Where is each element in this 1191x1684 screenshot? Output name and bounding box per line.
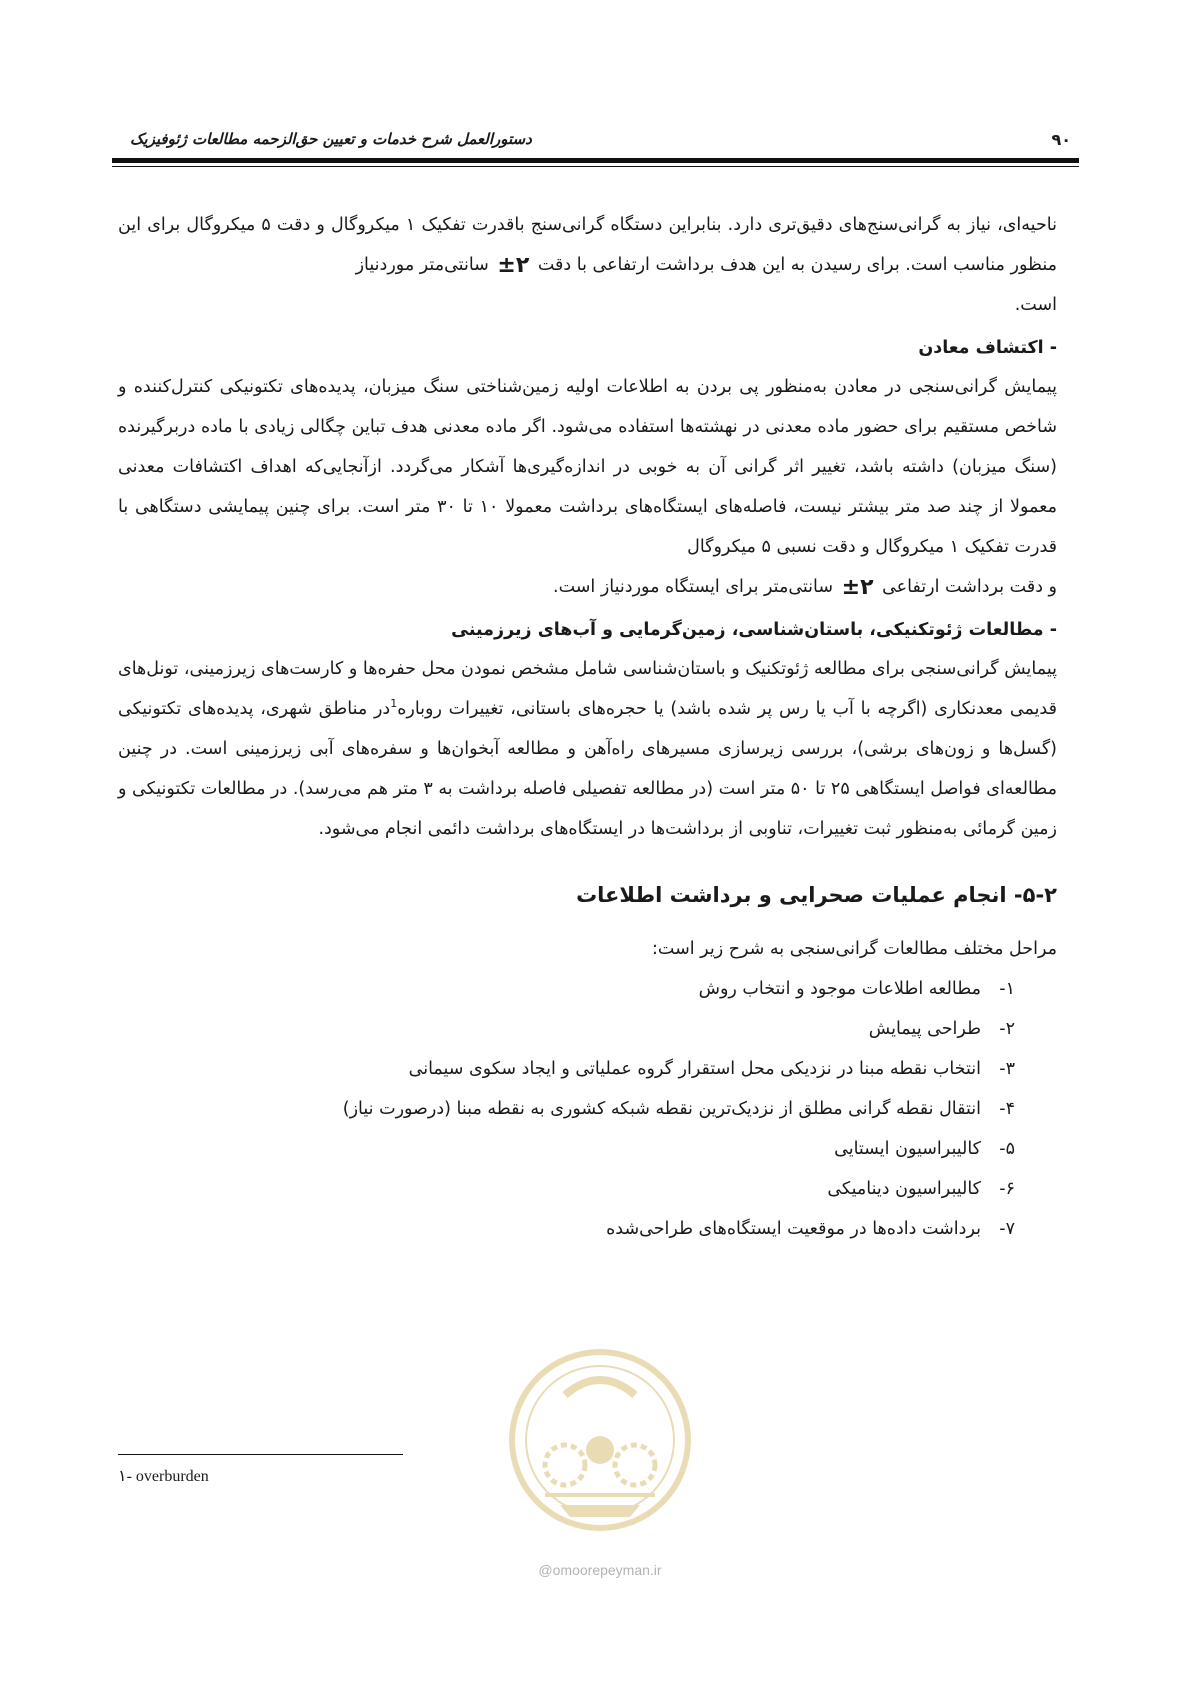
mining-paragraph [118, 367, 1057, 607]
list-item: ۵-کالیبراسیون ایستایی [834, 1139, 1015, 1159]
main-content [118, 205, 1057, 1249]
running-title: دستورالعمل شرح خدمات و تعیین حق‌الزحمه مطالعات ژئوفیزیک [130, 130, 532, 148]
plus-minus-symbol: ±۲ [497, 253, 530, 278]
intro-paragraph [118, 205, 1057, 325]
section-heading: ۵-۲- انجام عملیات صحرایی و برداشت اطلاعات [576, 883, 1057, 907]
intro-line-2a: میکروگال برای این منظور مناسب است. برای رسیدن به این هدف برداشت ارتفاعی با دقت [118, 215, 1057, 275]
intro-line-3: است. [1014, 295, 1057, 315]
intro-line-1: ناحیه‌ای، نیاز به گرانی‌سنج‌های دقیق‌تری دارد. بنابراین دستگاه گرانی‌سنج باقدرت تفکیک ۱ میکروگال و دقت ۵ [261, 215, 1057, 235]
page-number: ۹۰ [1051, 130, 1071, 149]
footnote-rule [118, 1454, 403, 1455]
watermark-seal-icon [505, 1345, 695, 1535]
list-item: ۶-کالیبراسیون دینامیکی [827, 1179, 1015, 1199]
footnote-reference[interactable]: 1 [390, 697, 398, 711]
list-item: ۳-انتخاب نقطه مبنا در نزدیکی محل استقرار گروه عملیاتی و ایجاد سکوی سیمانی [408, 1059, 1015, 1079]
mining-body: پیمایش گرانی‌سنجی در معادن به‌منظور پی بردن به اطلاعات اولیه زمین‌شناختی سنگ میزبان، پدیده‌های تکتونیکی کنترل‌کننده و شاخص مستقیم برای حضور ماده معدنی در نهشته‌ها استفاده می‌شود. اگر ماده معدنی هدف تباین چگالی زیادی با ماده دربرگیرنده (سنگ میزبان) داشته باشد، تغییر اثر گرانی آن به خوبی در اندازه‌گیری‌ها آشکار می‌گردد. ازآنجایی‌که اهداف اکتشافات معدنی معمولا از چند صد متر بیشتر نیست، فاصله‌های ایستگاه‌های برداشت معمولا ۱۰ تا ۳۰ متر است. برای چنین پیمایشی دستگاهی با قدرت تفکیک ۱ میکروگال و دقت نسبی ۵ میکروگال [118, 377, 1057, 557]
list-item: ۴-انتقال نقطه گرانی مطلق از نزدیک‌ترین نقطه شبکه کشوری به نقطه مبنا (درصورت نیاز) [342, 1099, 1015, 1119]
geotech-paragraph [118, 649, 1057, 849]
list-item: ۷-برداشت داده‌ها در موقعیت ایستگاه‌های طراحی‌شده [606, 1219, 1015, 1239]
mining-last-a: و دقت برداشت ارتفاعی [882, 577, 1057, 597]
intro-line-2c: سانتی‌متر موردنیاز [355, 255, 489, 275]
mining-heading: - اکتشاف معادن [918, 338, 1057, 358]
footnote: ۱- overburden [118, 1468, 209, 1485]
mining-last-c: سانتی‌متر برای ایستگاه موردنیاز است. [553, 577, 834, 597]
list-item: ۲-طراحی پیمایش [868, 1019, 1015, 1039]
list-item: ۱-مطالعه اطلاعات موجود و انتخاب روش [698, 979, 1015, 999]
watermark-text: @omoorepeyman.ir [538, 1562, 662, 1578]
header-rule-thin [112, 166, 1079, 167]
section-intro: مراحل مختلف مطالعات گرانی‌سنجی به شرح زیر است: [652, 939, 1057, 959]
steps-list [118, 969, 1057, 1249]
geotech-body-a: پیمایش گرانی‌سنجی برای مطالعه ژئوتکنیک و باستان‌شناسی شامل مشخص نمودن محل حفره‌ها و کارست‌های زیرزمینی، تونل‌های قدیمی معدنکاری (اگرچه با آب یا رس پر شده باشد) یا حجره‌های باستانی، تغییرات روباره [118, 659, 1057, 719]
plus-minus-symbol: ±۲ [841, 575, 874, 600]
header-rule-thick [112, 158, 1079, 163]
geotech-heading: - مطالعات ژئوتکنیکی، باستان‌شناسی، زمین‌گرمایی و آب‌های زیرزمینی [451, 620, 1057, 640]
geotech-body-b: در مناطق شهری، پدیده‌های تکتونیکی (گسل‌ها و زون‌های برشی)، بررسی زیرسازی مسیرهای راه‌آهن و مطالعه آبخوان‌ها و سفره‌های آبی زیرزمینی است. در چنین مطالعه‌ای فواصل ایستگاهی ۲۵ تا ۵۰ متر است (در مطالعه تفصیلی فاصله برداشت به ۳ متر هم می‌رسد). در مطالعات تکتونیکی و زمین گرمائی به‌منظور ثبت تغییرات، تناوبی از برداشت‌ها در ایستگاه‌های برداشت دائمی انجام می‌شود. [118, 699, 1058, 839]
